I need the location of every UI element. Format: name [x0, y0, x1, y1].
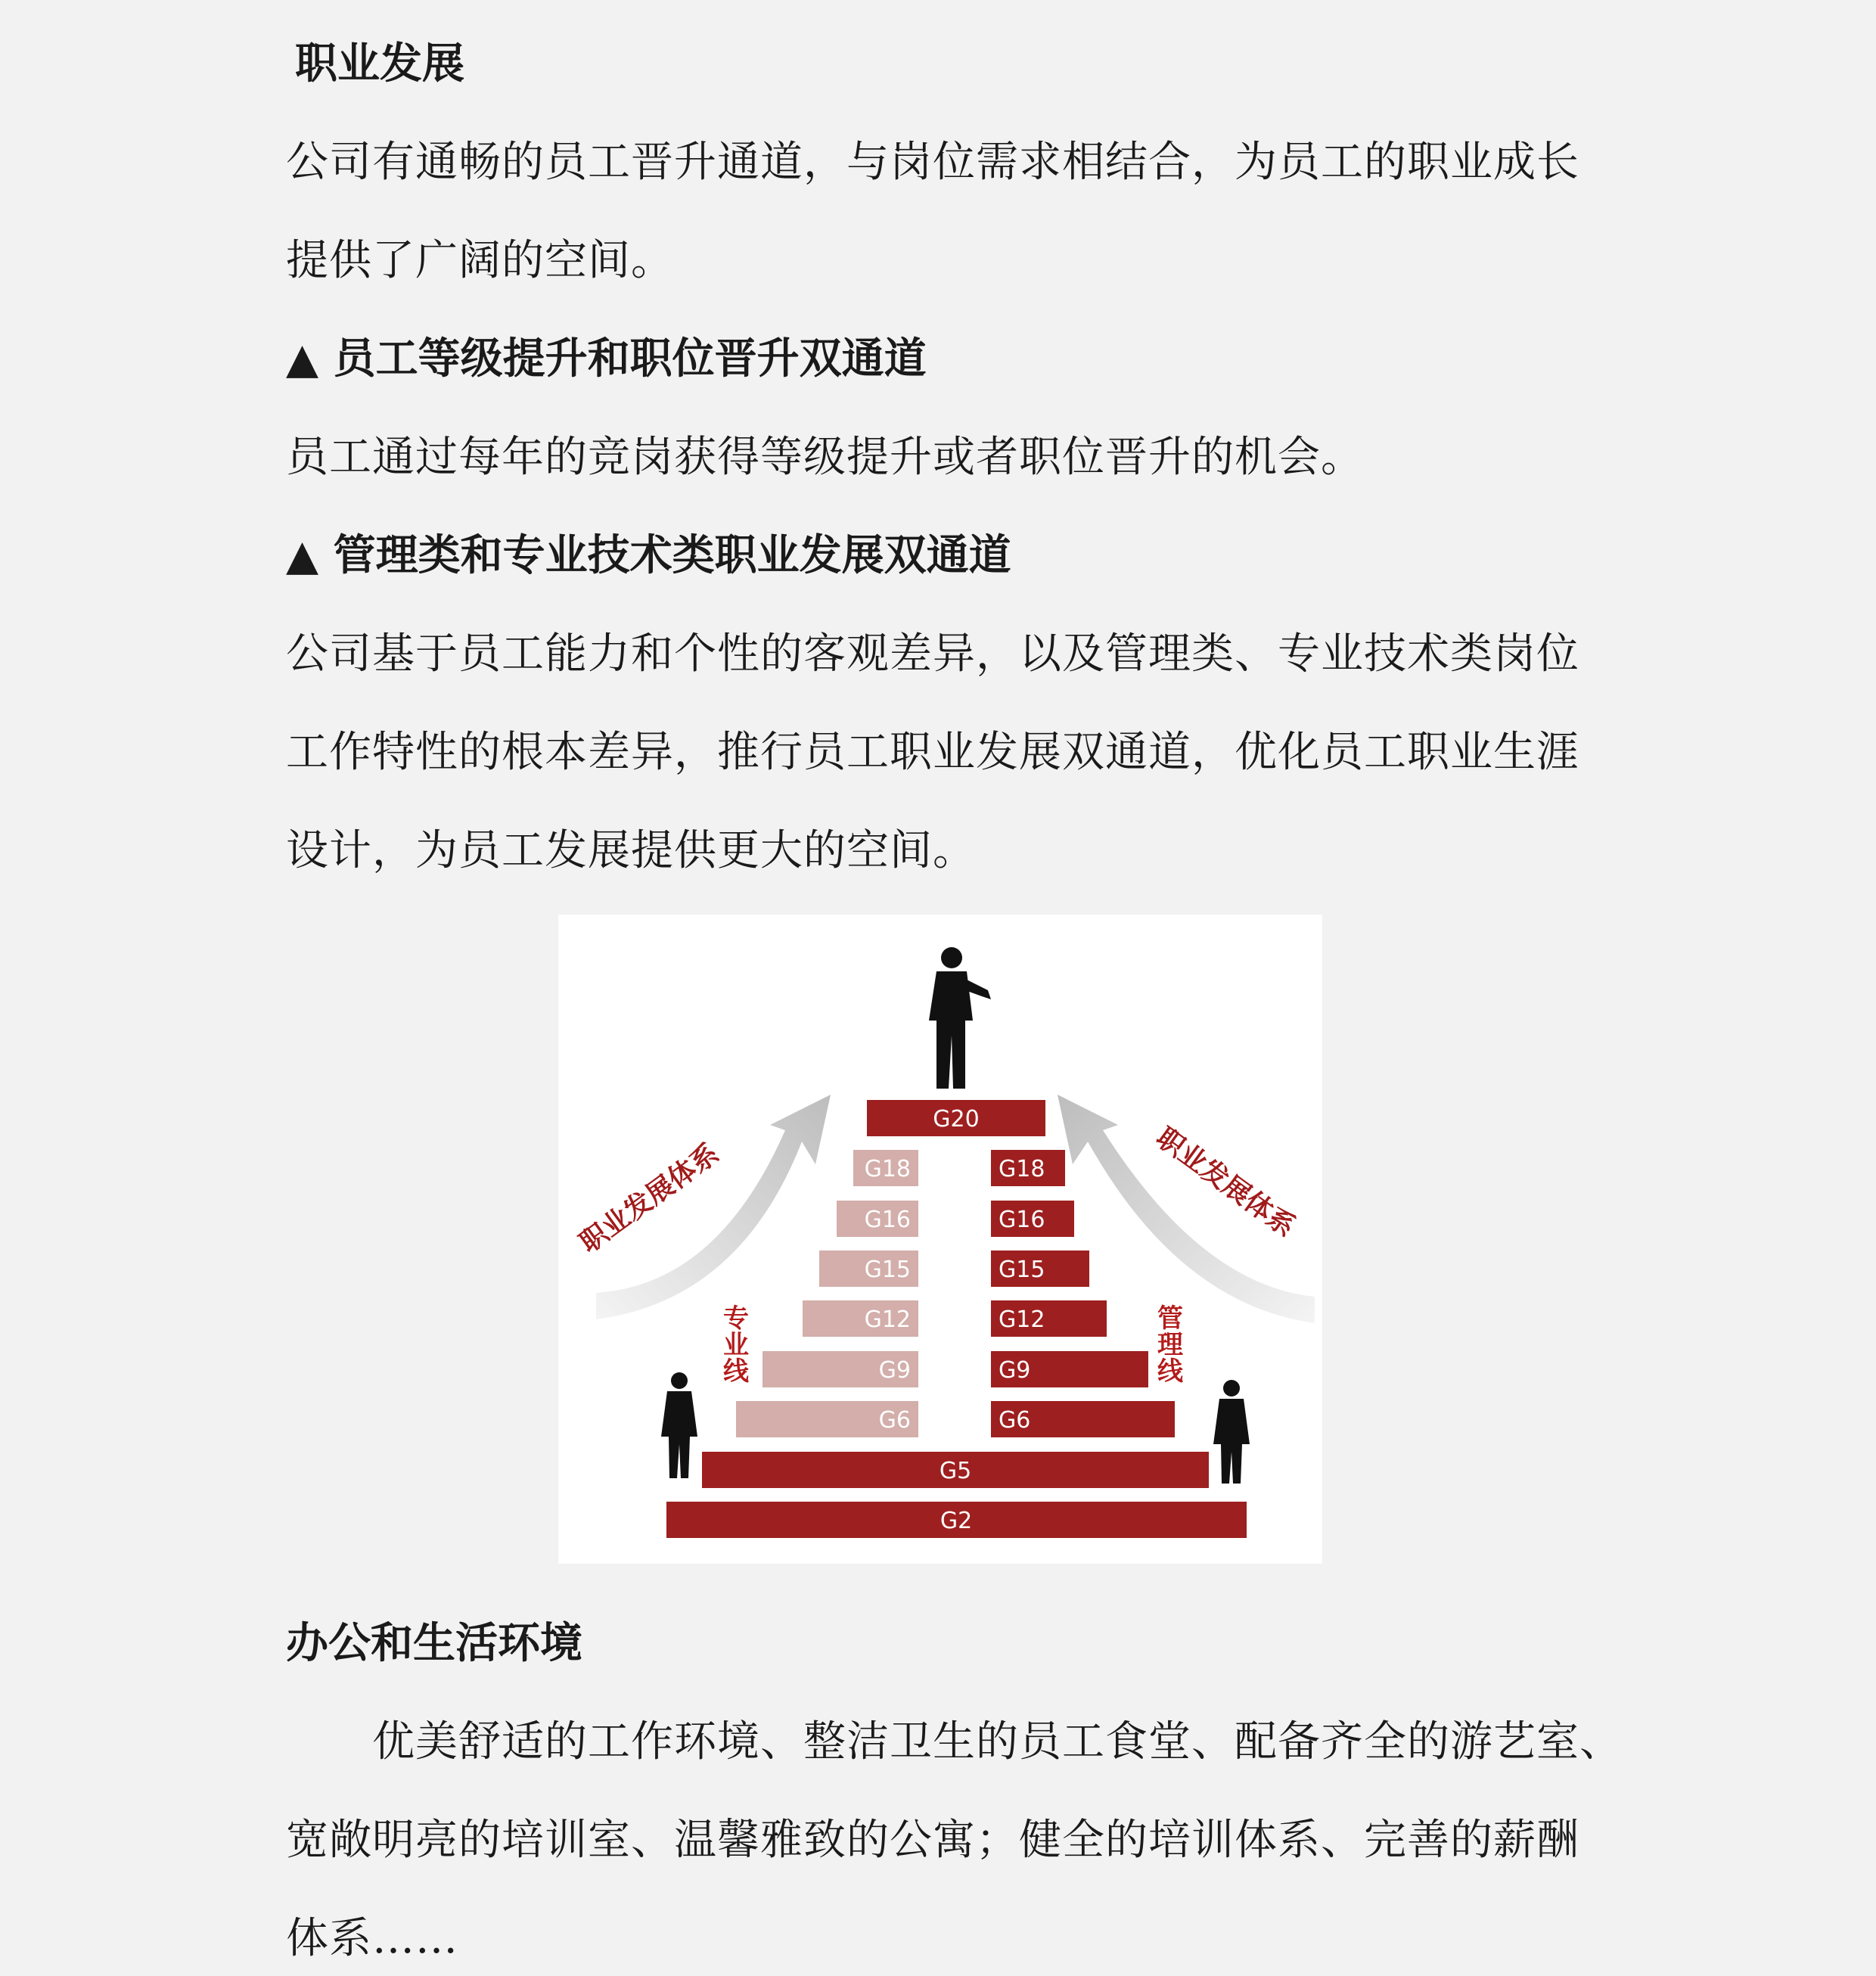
left-level-g18-label: G18	[864, 1156, 911, 1182]
section-heading-career: 职业发展	[295, 39, 464, 89]
base-level-g5-label: G5	[939, 1458, 972, 1484]
environment-line-1: 优美舒适的工作环境、整洁卫生的员工食堂、配备齐全的游艺室、	[372, 1717, 1623, 1766]
right-arrow-label: 职业发展体系	[1150, 1122, 1301, 1244]
dual-track-line-1: 公司基于员工能力和个性的客观差异，以及管理类、专业技术类岗位	[286, 629, 1579, 679]
environment-line-2: 宽敞明亮的培训室、温馨雅致的公寓；健全的培训体系、完善的薪酬	[286, 1816, 1579, 1865]
left-level-g15-label: G15	[864, 1257, 911, 1283]
right-level-g12-label: G12	[999, 1306, 1045, 1333]
right-person-silhouette-icon	[1213, 1380, 1250, 1484]
environment-line-3: 体系……	[286, 1914, 458, 1963]
base-level-g2-label: G2	[940, 1508, 973, 1534]
left-level-g9-label: G9	[878, 1357, 911, 1384]
right-level-g15-label: G15	[999, 1257, 1045, 1283]
right-track-label-char-2: 理	[1157, 1330, 1183, 1360]
executive-silhouette-icon	[929, 947, 991, 1089]
left-level-g16-label: G16	[864, 1207, 911, 1233]
right-level-g18-label: G18	[999, 1156, 1045, 1182]
subheading-dual-promotion: ▲ 员工等级提升和职位晋升双通道	[286, 334, 927, 384]
left-track-label-char-3: 线	[723, 1356, 749, 1387]
dual-track-line-3: 设计，为员工发展提供更大的空间。	[286, 826, 976, 875]
left-arrow-label: 职业发展体系	[574, 1138, 725, 1260]
right-track-label-char-1: 管	[1157, 1303, 1183, 1334]
left-track-label-char-1: 专	[723, 1303, 749, 1334]
career-intro-line-2: 提供了广阔的空间。	[286, 236, 674, 285]
career-intro-line-1: 公司有通畅的员工晋升通道，与岗位需求相结合，为员工的职业成长	[286, 138, 1579, 187]
right-level-g6-label: G6	[999, 1407, 1031, 1434]
dual-promotion-text: 员工通过每年的竞岗获得等级提升或者职位晋升的机会。	[286, 433, 1364, 482]
right-level-g9-label: G9	[999, 1357, 1031, 1384]
subheading-dual-track: ▲ 管理类和专业技术类职业发展双通道	[286, 531, 1011, 580]
career-ladder-figure	[558, 915, 1322, 1564]
left-level-g6-label: G6	[878, 1407, 911, 1434]
left-track-label-char-2: 业	[723, 1330, 749, 1360]
career-ladder-svg	[558, 915, 1322, 1564]
section-heading-environment: 办公和生活环境	[286, 1619, 582, 1668]
right-track-label-char-3: 线	[1157, 1356, 1183, 1387]
left-level-g12-label: G12	[864, 1306, 911, 1333]
dual-track-line-2: 工作特性的根本差异，推行员工职业发展双通道，优化员工职业生涯	[286, 728, 1579, 777]
level-top-label: G20	[933, 1106, 980, 1132]
left-person-silhouette-icon	[661, 1372, 697, 1478]
right-level-g16-label: G16	[999, 1207, 1045, 1233]
